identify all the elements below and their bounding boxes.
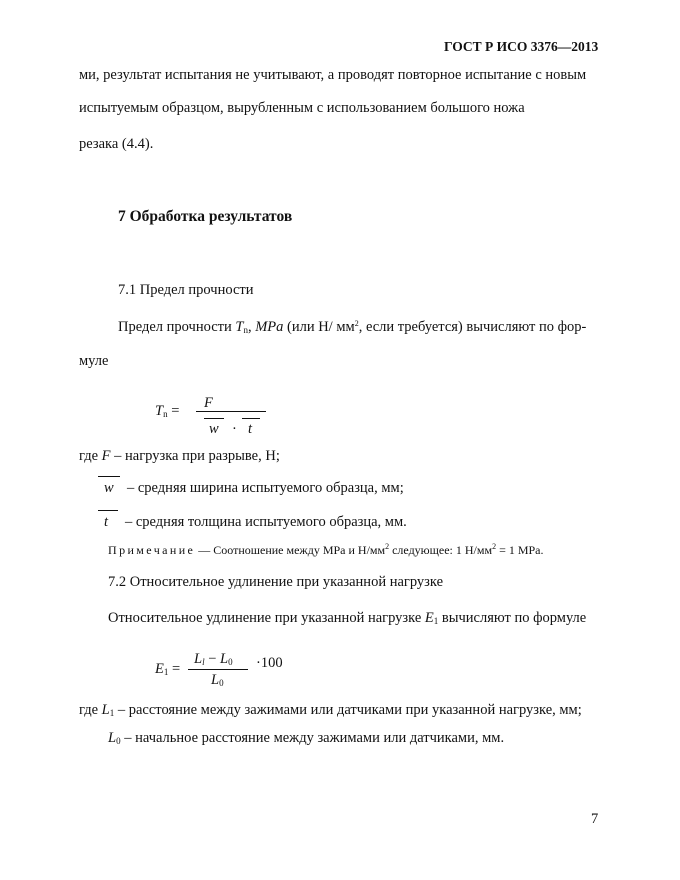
symbol-T-sub: n	[243, 325, 248, 335]
where-prefix: где	[79, 448, 102, 464]
where-w: w	[104, 480, 114, 496]
formula72-multiplier: ·100	[256, 655, 283, 671]
overline-w	[204, 418, 224, 419]
strength-intro-line	[118, 320, 586, 335]
note-text-pre: — Соотношение между MPa и Н/мм	[195, 543, 386, 557]
where-L1-sub: 1	[109, 708, 115, 718]
overline-t	[242, 418, 260, 419]
note-text-post: = 1 MPa.	[496, 543, 544, 557]
where-w-desc: – средняя ширина испытуемого образца, мм;	[127, 480, 404, 496]
intro-post: , если требуется) вычисляют по фор-	[358, 319, 587, 335]
note	[108, 543, 544, 556]
paragraph-line-1: ми, результат испытания не учитывают, а проводят повторное испытание с новым	[79, 67, 587, 83]
paren-open: (или Н/ мм	[283, 319, 355, 335]
sup-2: 2	[354, 319, 359, 328]
paragraph-line-2: испытуемым образцом, вырубленным с использованием большого ножа	[79, 100, 525, 116]
where-L1-line	[79, 703, 582, 718]
formula-numerator: F	[204, 395, 213, 411]
formula-eq: =	[171, 403, 180, 419]
where-L1-desc: – расстояние между зажимами или датчиками при указанной нагрузке, мм;	[114, 702, 582, 718]
formula72-lhs	[155, 662, 180, 677]
intro-text: Предел прочности	[118, 319, 236, 335]
formula-T-sub: n	[163, 409, 168, 419]
num-L0: L	[220, 651, 229, 667]
where-L0-line	[108, 731, 504, 746]
formula-E: E	[155, 661, 164, 677]
elongation-intro-line	[108, 611, 586, 626]
overline-t-def	[98, 510, 118, 511]
formula72-denominator	[211, 673, 224, 688]
formula-t: t	[248, 421, 253, 437]
subsection-title-7-2: 7.2 Относительное удлинение при указанной нагрузке	[108, 574, 444, 590]
num-L0-sub: 0	[228, 657, 233, 667]
where-F-line	[79, 449, 280, 464]
fraction-bar-72	[188, 669, 248, 670]
document-header: ГОСТ Р ИСО 3376—2013	[444, 39, 599, 54]
formula-lhs	[155, 404, 179, 419]
where-L0-desc: – начальное расстояние между зажимами или датчиками, мм.	[120, 730, 505, 746]
where-L0-sub: 0	[116, 736, 121, 746]
symbol-E-sub: 1	[433, 616, 439, 626]
formula72-numerator	[194, 652, 233, 667]
strength-intro-line-2: муле	[79, 353, 109, 369]
overline-w-def	[98, 476, 120, 477]
where-L0: L	[108, 730, 117, 746]
section-title: 7 Обработка результатов	[118, 208, 293, 225]
note-label: Примечание	[108, 543, 196, 557]
formula-dot: ·	[232, 421, 237, 437]
formula-T: T	[155, 403, 164, 419]
formula-E-sub: 1	[163, 667, 169, 677]
unit-mpa: MPa	[255, 319, 284, 335]
num-minus: −	[204, 651, 221, 667]
symbol-T: T	[235, 319, 244, 335]
where72-prefix: где	[79, 702, 102, 718]
paragraph-line-3: резака (4.4).	[79, 136, 154, 152]
where-F: F	[101, 448, 111, 464]
note-sup-2: 2	[492, 542, 497, 551]
formula-w: w	[209, 421, 219, 437]
formula72-eq: =	[171, 661, 181, 677]
subsection-title-7-1: 7.1 Предел прочности	[118, 282, 254, 298]
symbol-E: E	[424, 610, 434, 626]
note-text-mid: следующее: 1 Н/мм	[389, 543, 493, 557]
where-t: t	[104, 514, 109, 530]
where-t-desc: – средняя толщина испытуемого образца, мм.	[125, 514, 407, 530]
num-L-sub: l	[202, 657, 205, 667]
den-L-sub: 0	[219, 678, 224, 688]
page-number: 7	[591, 811, 599, 827]
where-F-desc: – нагрузка при разрыве, Н;	[110, 448, 280, 464]
intro72-text: Относительное удлинение при указанной нагрузке	[108, 610, 425, 626]
num-L: L	[194, 651, 203, 667]
intro72-post: вычисляют по формуле	[438, 610, 587, 626]
fraction-bar	[196, 411, 266, 412]
where-L1: L	[101, 702, 110, 718]
comma: ,	[247, 319, 256, 335]
note-sup-1: 2	[385, 542, 390, 551]
den-L: L	[211, 672, 220, 688]
